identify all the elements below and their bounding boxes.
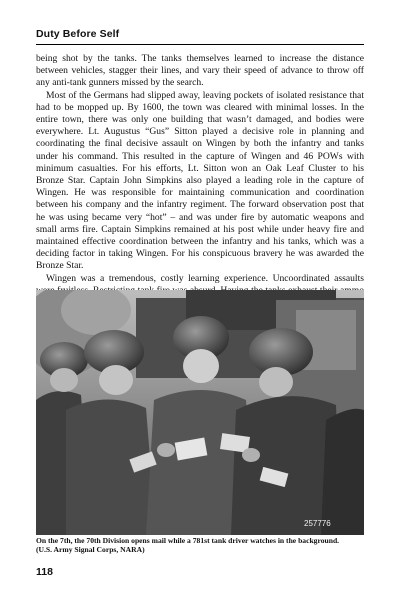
body-text xyxy=(36,53,364,309)
paragraph-3: Wingen was a tremendous, costly learning experience. Uncoordinated assaults xyxy=(46,272,364,284)
page-number: 118 xyxy=(36,566,53,578)
face xyxy=(99,365,133,395)
face xyxy=(183,349,219,383)
header-rule xyxy=(36,44,364,45)
hand xyxy=(242,448,260,462)
face xyxy=(50,368,78,392)
paragraph-2: Most of the Germans had slipped away, leaving pockets of isolated resistance that had to be mopped up. By 1600, the town was cleared with minimal losses. In the entire town, there was only one building that wasn’t damaged, and bodies were everywhere. Lt. Augustus “Gus” Sitton played a decisive role in planning and coordinating the final decisive assault on Wingen by both the infantry and tanks under his command. This resulted in the capture of Wingen and 46 POWs with minimum casualties. For his efforts, Lt. Sitton won an Oak Leaf Cluster to his Bronze Star. Captain John Simpkins also played a leading role in the capture of Wingen. He was responsible for maintaining communication and coordination between his company and the infantry regiment. The forward observation post that he was using became very “hot” – and was under fire by automatic weapons and small arms fire. Captain Simpkins remained at his post while under heavy fire and maintained effective coordination between the infantry and his tanks, which was a deciding factor in taking Wingen. For his conspicuous bravery he was awarded the Bronze Star. xyxy=(36,89,364,272)
running-header: Duty Before Self xyxy=(36,28,120,40)
hand xyxy=(157,443,175,457)
photo-illustration xyxy=(36,290,364,535)
photo-caption xyxy=(36,536,364,555)
caption-credit: (U.S. Army Signal Corps, NARA) xyxy=(36,545,145,555)
soldier-body xyxy=(321,409,364,535)
photo-serial-number: 257776 xyxy=(304,519,331,528)
archival-photo xyxy=(36,290,364,535)
face xyxy=(259,367,293,397)
paragraph-1: being shot by the tanks. The tanks themselves learned to increase the distance between vehicles, stagger their lines, and vary their speed of advance to throw off any anti-tank gunners missed by the search. xyxy=(36,53,364,89)
caption-text: On the 7th, the 70th Division opens mail while a 781st tank driver watches in the background. xyxy=(36,536,340,545)
